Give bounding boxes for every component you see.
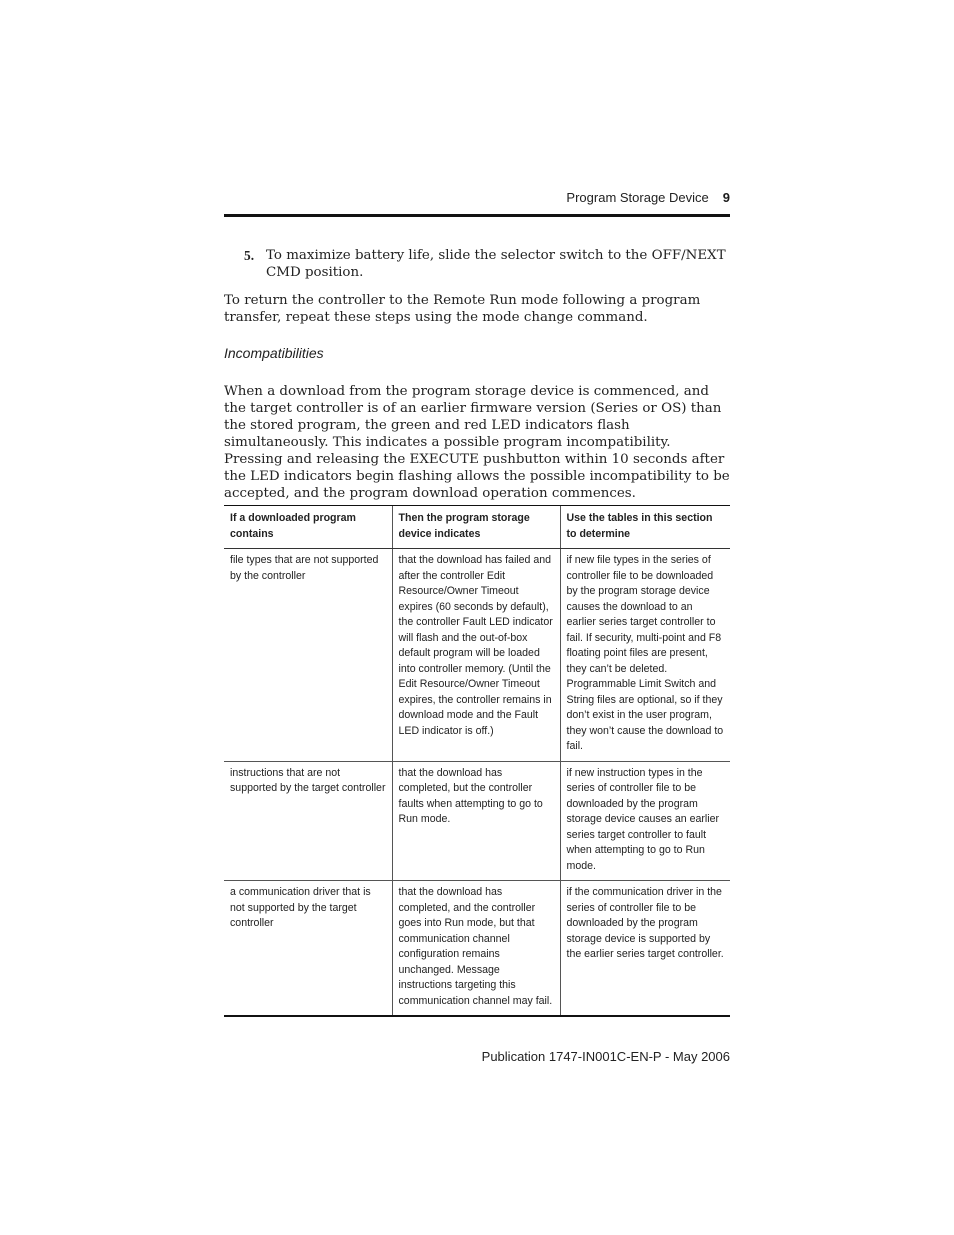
table-header-cell: Use the tables in this section to determine — [560, 506, 730, 549]
incompatibility-table — [224, 505, 730, 1017]
table-cell: file types that are not supported by the controller — [224, 549, 392, 762]
table-row — [224, 761, 730, 881]
table-header-row — [224, 506, 730, 549]
table-cell: instructions that are not supported by the target controller — [224, 761, 392, 881]
subheading-incompatibilities: Incompatibilities — [224, 345, 324, 361]
table-cell: that the download has failed and after the controller Edit Resource/Owner Timeout expires (60 seconds by default), the controller Fault LED indicator will flash and the out-of-box default program will be loaded into controller memory. (Until the Edit Resource/Owner Timeout expires, the controller remains in download mode and the Fault LED indicator is off.) — [392, 549, 560, 762]
step-number: 5. — [244, 248, 255, 263]
table-cell: if new file types in the series of controller file to be downloaded by the program storage device causes the download to an earlier series target controller to fail. If security, multi-point and F8 floating point files are present, they can’t be deleted. Programmable Limit Switch and String files are optional, so if they don’t exist in the user program, they won’t cause the download to fail. — [560, 549, 730, 762]
table-cell: that the download has completed, and the controller goes into Run mode, but that communication channel configuration remains unchanged. Message instructions targeting this communication channel may fail. — [392, 881, 560, 1017]
step-text: To maximize battery life, slide the selector switch to the OFF/NEXT CMD position. — [266, 248, 726, 280]
table-cell: a communication driver that is not supported by the target controller — [224, 881, 392, 1017]
running-header — [224, 190, 730, 212]
table-cell: if the communication driver in the series of controller file to be downloaded by the program storage device is supported by the earlier series target controller. — [560, 881, 730, 1017]
table-cell: if new instruction types in the series of controller file to be downloaded by the program storage device causes an earlier series target controller to fault when attempting to go to Run mode. — [560, 761, 730, 881]
section-title: Program Storage Device — [566, 190, 709, 205]
table-row — [224, 549, 730, 762]
table-row — [224, 881, 730, 1017]
table-header-cell: Then the program storage device indicates — [392, 506, 560, 549]
page-number: 9 — [722, 190, 730, 205]
table-header-cell: If a downloaded program contains — [224, 506, 392, 549]
step-5 — [224, 247, 730, 281]
paragraph-return-remote-run: To return the controller to the Remote Run mode following a program transfer, repeat these steps using the mode change command. — [224, 293, 701, 325]
paragraph-incompatibilities: When a download from the program storage device is commenced, and the target controller is of an earlier firmware version (Series or OS) than the stored program, the green and red LED indicators flash simultaneously. This indicates a possible program incompatibility. Pressing and releasing the EXECUTE pushbutton within 10 seconds after the LED indicators begin flashing allows the possible incompatibility to be accepted, and the program download operation commences. — [224, 384, 730, 501]
header-rule — [224, 214, 730, 217]
table-cell: that the download has completed, but the controller faults when attempting to go to Run mode. — [392, 761, 560, 881]
publication-footer: Publication 1747-IN001C-EN-P - May 2006 — [481, 1049, 730, 1064]
